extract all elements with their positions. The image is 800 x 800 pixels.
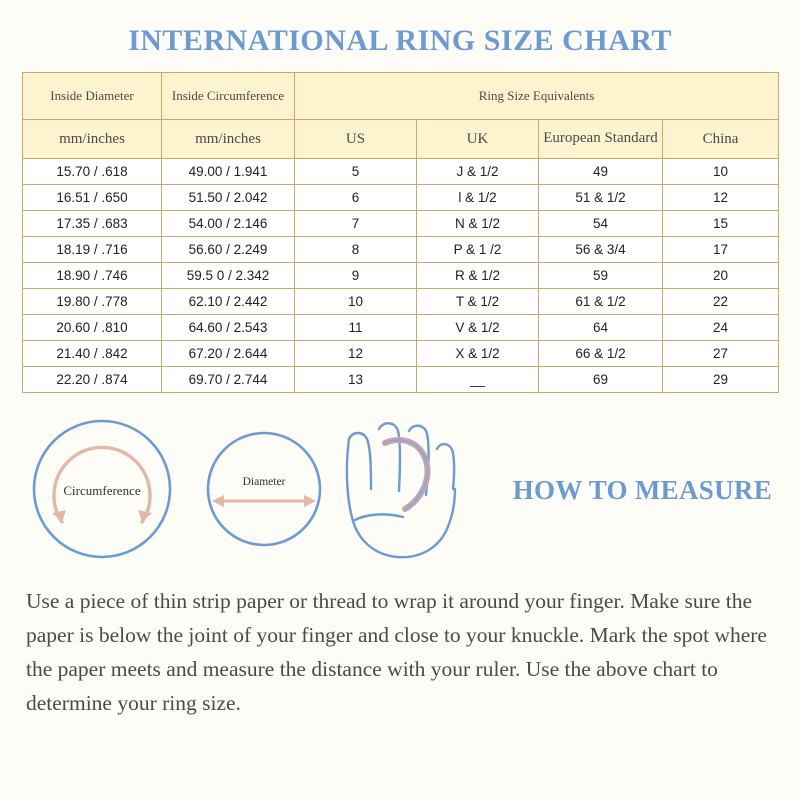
cell-european: 56 & 3/4 [539,237,663,263]
cell-diameter: 22.20 / .874 [23,367,162,393]
cell-us: 5 [295,159,417,185]
cell-european: 54 [539,211,663,237]
cell-european: 64 [539,315,663,341]
cell-diameter: 19.80 / .778 [23,289,162,315]
cell-china: 12 [663,185,779,211]
cell-us: 12 [295,341,417,367]
cell-uk: P & 1 /2 [417,237,539,263]
table-row [23,289,779,315]
cell-diameter: 21.40 / .842 [23,341,162,367]
cell-china: 22 [663,289,779,315]
cell-us: 8 [295,237,417,263]
cell-china: 24 [663,315,779,341]
table-row [23,341,779,367]
header-col-china: China [663,120,779,159]
cell-circumference: 64.60 / 2.543 [162,315,295,341]
cell-us: 10 [295,289,417,315]
cell-uk: l & 1/2 [417,185,539,211]
circumference-label: Circumference [63,483,141,498]
cell-diameter: 16.51 / .650 [23,185,162,211]
cell-uk: V & 1/2 [417,315,539,341]
cell-european: 49 [539,159,663,185]
cell-diameter: 18.19 / .716 [23,237,162,263]
illustration-band [22,409,778,579]
table-row [23,315,779,341]
cell-diameter: 15.70 / .618 [23,159,162,185]
cell-diameter: 17.35 / .683 [23,211,162,237]
cell-european: 66 & 1/2 [539,341,663,367]
cell-china: 10 [663,159,779,185]
table-row [23,367,779,393]
cell-circumference: 51.50 / 2.042 [162,185,295,211]
table-row [23,159,779,185]
table-header-columns-row [23,120,779,159]
ring-size-table [22,72,779,393]
cell-china: 15 [663,211,779,237]
cell-circumference: 56.60 / 2.249 [162,237,295,263]
header-col-european-standard: European Standard [539,120,663,159]
header-col-circumference-units: mm/inches [162,120,295,159]
cell-diameter: 20.60 / .810 [23,315,162,341]
cell-circumference: 54.00 / 2.146 [162,211,295,237]
table-body [23,159,779,393]
how-to-measure-title: HOW TO MEASURE [512,475,772,505]
hand-measure-diagram-icon [327,409,477,574]
cell-uk: __ [417,367,539,393]
cell-european: 61 & 1/2 [539,289,663,315]
cell-european: 51 & 1/2 [539,185,663,211]
header-col-us: US [295,120,417,159]
cell-circumference: 67.20 / 2.644 [162,341,295,367]
header-col-uk: UK [417,120,539,159]
cell-circumference: 69.70 / 2.744 [162,367,295,393]
cell-us: 13 [295,367,417,393]
header-inside-circumference: Inside Circumference [162,73,295,120]
cell-uk: J & 1/2 [417,159,539,185]
cell-china: 17 [663,237,779,263]
cell-circumference: 59.5 0 / 2.342 [162,263,295,289]
table-header-group-row [23,73,779,120]
cell-uk: X & 1/2 [417,341,539,367]
table-header [23,73,779,159]
header-inside-diameter: Inside Diameter [23,73,162,120]
cell-european: 69 [539,367,663,393]
header-ring-size-equivalents: Ring Size Equivalents [295,73,779,120]
cell-circumference: 62.10 / 2.442 [162,289,295,315]
cell-uk: R & 1/2 [417,263,539,289]
table-row [23,211,779,237]
cell-diameter: 18.90 / .746 [23,263,162,289]
header-col-diameter-units: mm/inches [23,120,162,159]
circumference-diagram-icon [22,409,182,569]
cell-us: 7 [295,211,417,237]
cell-uk: T & 1/2 [417,289,539,315]
instructions-paragraph: Use a piece of thin strip paper or thread to wrap it around your finger. Make sure the paper is below the joint of your finger and close to your knuckle. Mark the spot where the paper meets and measure the distance with your ruler. Use the above chart to determine your ring size. [26,589,767,715]
diameter-label: Diameter [242,476,286,488]
table-row [23,237,779,263]
diameter-diagram-icon [202,409,327,569]
cell-us: 6 [295,185,417,211]
page-title: INTERNATIONAL RING SIZE CHART [128,24,672,57]
cell-us: 9 [295,263,417,289]
cell-european: 59 [539,263,663,289]
cell-china: 20 [663,263,779,289]
cell-uk: N & 1/2 [417,211,539,237]
cell-china: 29 [663,367,779,393]
cell-china: 27 [663,341,779,367]
table-row [23,185,779,211]
cell-us: 11 [295,315,417,341]
cell-circumference: 49.00 / 1.941 [162,159,295,185]
table-row [23,263,779,289]
